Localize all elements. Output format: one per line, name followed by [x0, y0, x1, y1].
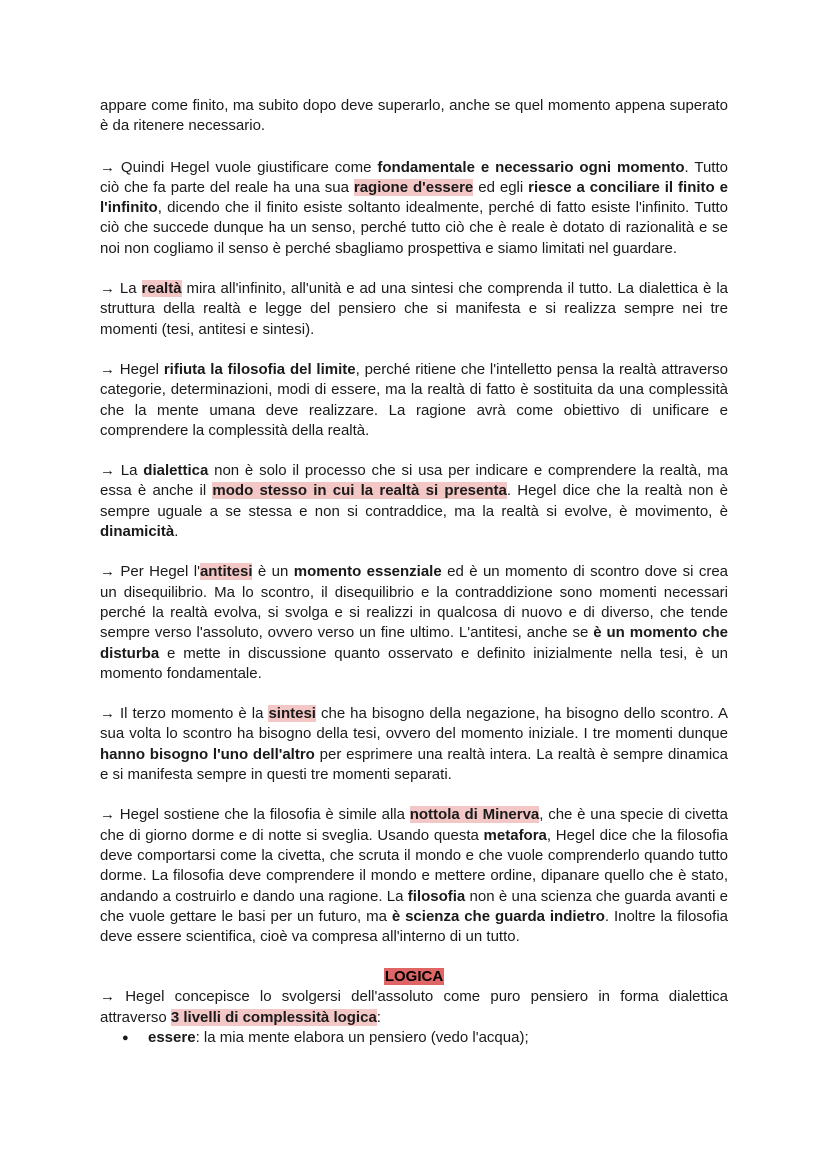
text-run: → Quindi Hegel vuole giustificare come	[100, 158, 378, 176]
text-run: mira all'infinito, all'unità e ad una sintesi che comprenda il tutto. La dialettica è la struttura della realtà e legge del pensiero che si manifesta e si realizza sempre nei tre momenti (tesi, antitesi e sintesi).	[100, 280, 728, 338]
highlighted-bold-phrase: antitesi	[199, 563, 253, 581]
text-run: , dicendo che il finito esiste soltanto idealmente, perché di fatto esiste l'infinito. Tutto ciò che succede dunque ha un senso, perché tutto ciò che è reale è dotato di razionalità e se noi non cogliamo il senso è perché sbagliamo prospettiva e siamo limitati nel guardare.	[100, 199, 728, 257]
text-run: . Hegel dice che la realtà non è sempre uguale a se stessa e non si contraddice, ma la realtà si evolve, è movimento, è	[100, 482, 728, 520]
text-run: , Hegel dice che la filosofia deve comportarsi come la civetta, che scruta il mondo e che vuole comprenderlo quando tutto dorme. La filosofia deve comprendere il mondo e mettere ordine, dipanare quello che è stato, andando a costruirlo e dando una ragione. La	[100, 826, 728, 905]
logica-intro-paragraph	[100, 987, 728, 1028]
text-run: per esprimere una realtà intera. La realtà è sempre dinamica e si manifesta sempre in questi tre momenti separati.	[100, 745, 729, 784]
paragraph-p6	[100, 704, 728, 785]
paragraph-p1	[100, 158, 728, 259]
bold-phrase: è scienza che guarda indietro	[391, 907, 605, 925]
bold-phrase: momento essenziale	[293, 563, 442, 581]
logic-levels-list	[100, 1028, 728, 1048]
bold-phrase: dialettica	[143, 462, 209, 480]
text-run: → Hegel	[100, 360, 164, 378]
level-term: essere	[148, 1028, 196, 1046]
bold-phrase: metafora	[483, 826, 547, 844]
highlighted-bold-phrase: modo stesso in cui la realtà si presenta	[212, 482, 507, 500]
text-run: → La	[100, 280, 142, 298]
section-heading-logica	[100, 967, 728, 987]
text-run: → Hegel concepisce lo svolgersi dell'assoluto come puro pensiero in forma dialettica attraverso	[100, 988, 728, 1026]
text-run: .	[174, 523, 179, 541]
text-run: non è solo il processo che si usa per indicare e comprendere la realtà, ma essa è anche il	[100, 462, 728, 500]
paragraph-p4	[100, 461, 728, 542]
level-description: : la mia mente elabora un pensiero (vedo l'acqua);	[195, 1028, 529, 1046]
bold-phrase: filosofia	[407, 887, 466, 905]
text-run: . Tutto ciò che fa parte del reale ha una sua	[100, 158, 728, 196]
highlighted-bold-phrase: sintesi	[268, 705, 316, 723]
list-item	[122, 1028, 728, 1048]
text-run: , che è una specie di civetta che di giorno dorme e di notte si sveglia. Usando questa	[100, 806, 728, 844]
paragraph-p5	[100, 562, 728, 684]
text-run: è un	[252, 563, 294, 581]
text-run: . Inoltre la filosofia deve essere scientifica, cioè va compresa all'interno di un tutto.	[100, 907, 728, 946]
bold-phrase: dinamicità	[100, 523, 175, 541]
text-run: → Il terzo momento è la	[100, 705, 269, 723]
highlighted-bold-phrase: nottola di Minerva	[409, 806, 540, 824]
text-run: ed è un momento di scontro dove si crea un disequilibrio. Ma lo scontro, il disequilibrio e la contraddizione sono momenti necessari perché la realtà evolva, si svolga e si realizzi in qualcosa di nuovo e di diverso, che tende sempre verso l'assoluto, ovvero verso un fine ultimo. L'antitesi, anche se	[100, 563, 729, 642]
paragraph-p2	[100, 279, 728, 340]
highlighted-bold-phrase: 3 livelli di complessità logica	[170, 1008, 377, 1026]
text-run: ed egli	[473, 178, 529, 196]
bold-phrase: hanno bisogno l'uno dell'altro	[100, 745, 315, 763]
bold-phrase: è un momento che disturba	[100, 624, 728, 662]
paragraph-p3	[100, 360, 728, 441]
bold-phrase: fondamentale e necessario ogni momento	[377, 158, 685, 176]
text-run: → Hegel sostiene che la filosofia è simile alla	[100, 806, 410, 824]
text-run: , perché ritiene che l'intelletto pensa la realtà attraverso categorie, determinazioni, modi di essere, ma la realtà di fatto è sostituita da una complessità che la mente umana deve realizzare. La ragione avrà come obiettivo di unificare e comprendere la complessità della realtà.	[100, 360, 728, 439]
heading-label: LOGICA	[384, 968, 444, 986]
paragraph-p7	[100, 805, 728, 947]
text-run: appare come finito, ma subito dopo deve superarlo, anche se quel momento appena superato è da ritenere necessario.	[100, 97, 728, 135]
paragraph-p0	[100, 96, 728, 137]
paragraph-list	[100, 96, 728, 947]
text-run: e mette in discussione quanto osservato e definito inizialmente nella tesi, è un momento fondamentale.	[100, 644, 728, 682]
text-run: → Per Hegel l'	[100, 563, 200, 581]
text-run: → La	[100, 462, 144, 480]
text-run: che ha bisogno della negazione, ha bisogno dello scontro. A sua volta lo scontro ha bisogno della tesi, ovvero del momento iniziale. I tre momenti dunque	[100, 705, 728, 743]
bold-phrase: riesce a conciliare il finito e l'infinito	[100, 178, 728, 217]
highlighted-bold-phrase: ragione d'essere	[353, 178, 474, 196]
highlighted-bold-phrase: realtà	[141, 280, 182, 298]
text-run: :	[376, 1008, 381, 1026]
text-run: non è una scienza che guarda avanti e che vuole gettare le basi per un futuro, ma	[100, 887, 728, 925]
bold-phrase: rifiuta la filosofia del limite	[163, 360, 356, 378]
bullet-icon: ●	[122, 1031, 129, 1044]
